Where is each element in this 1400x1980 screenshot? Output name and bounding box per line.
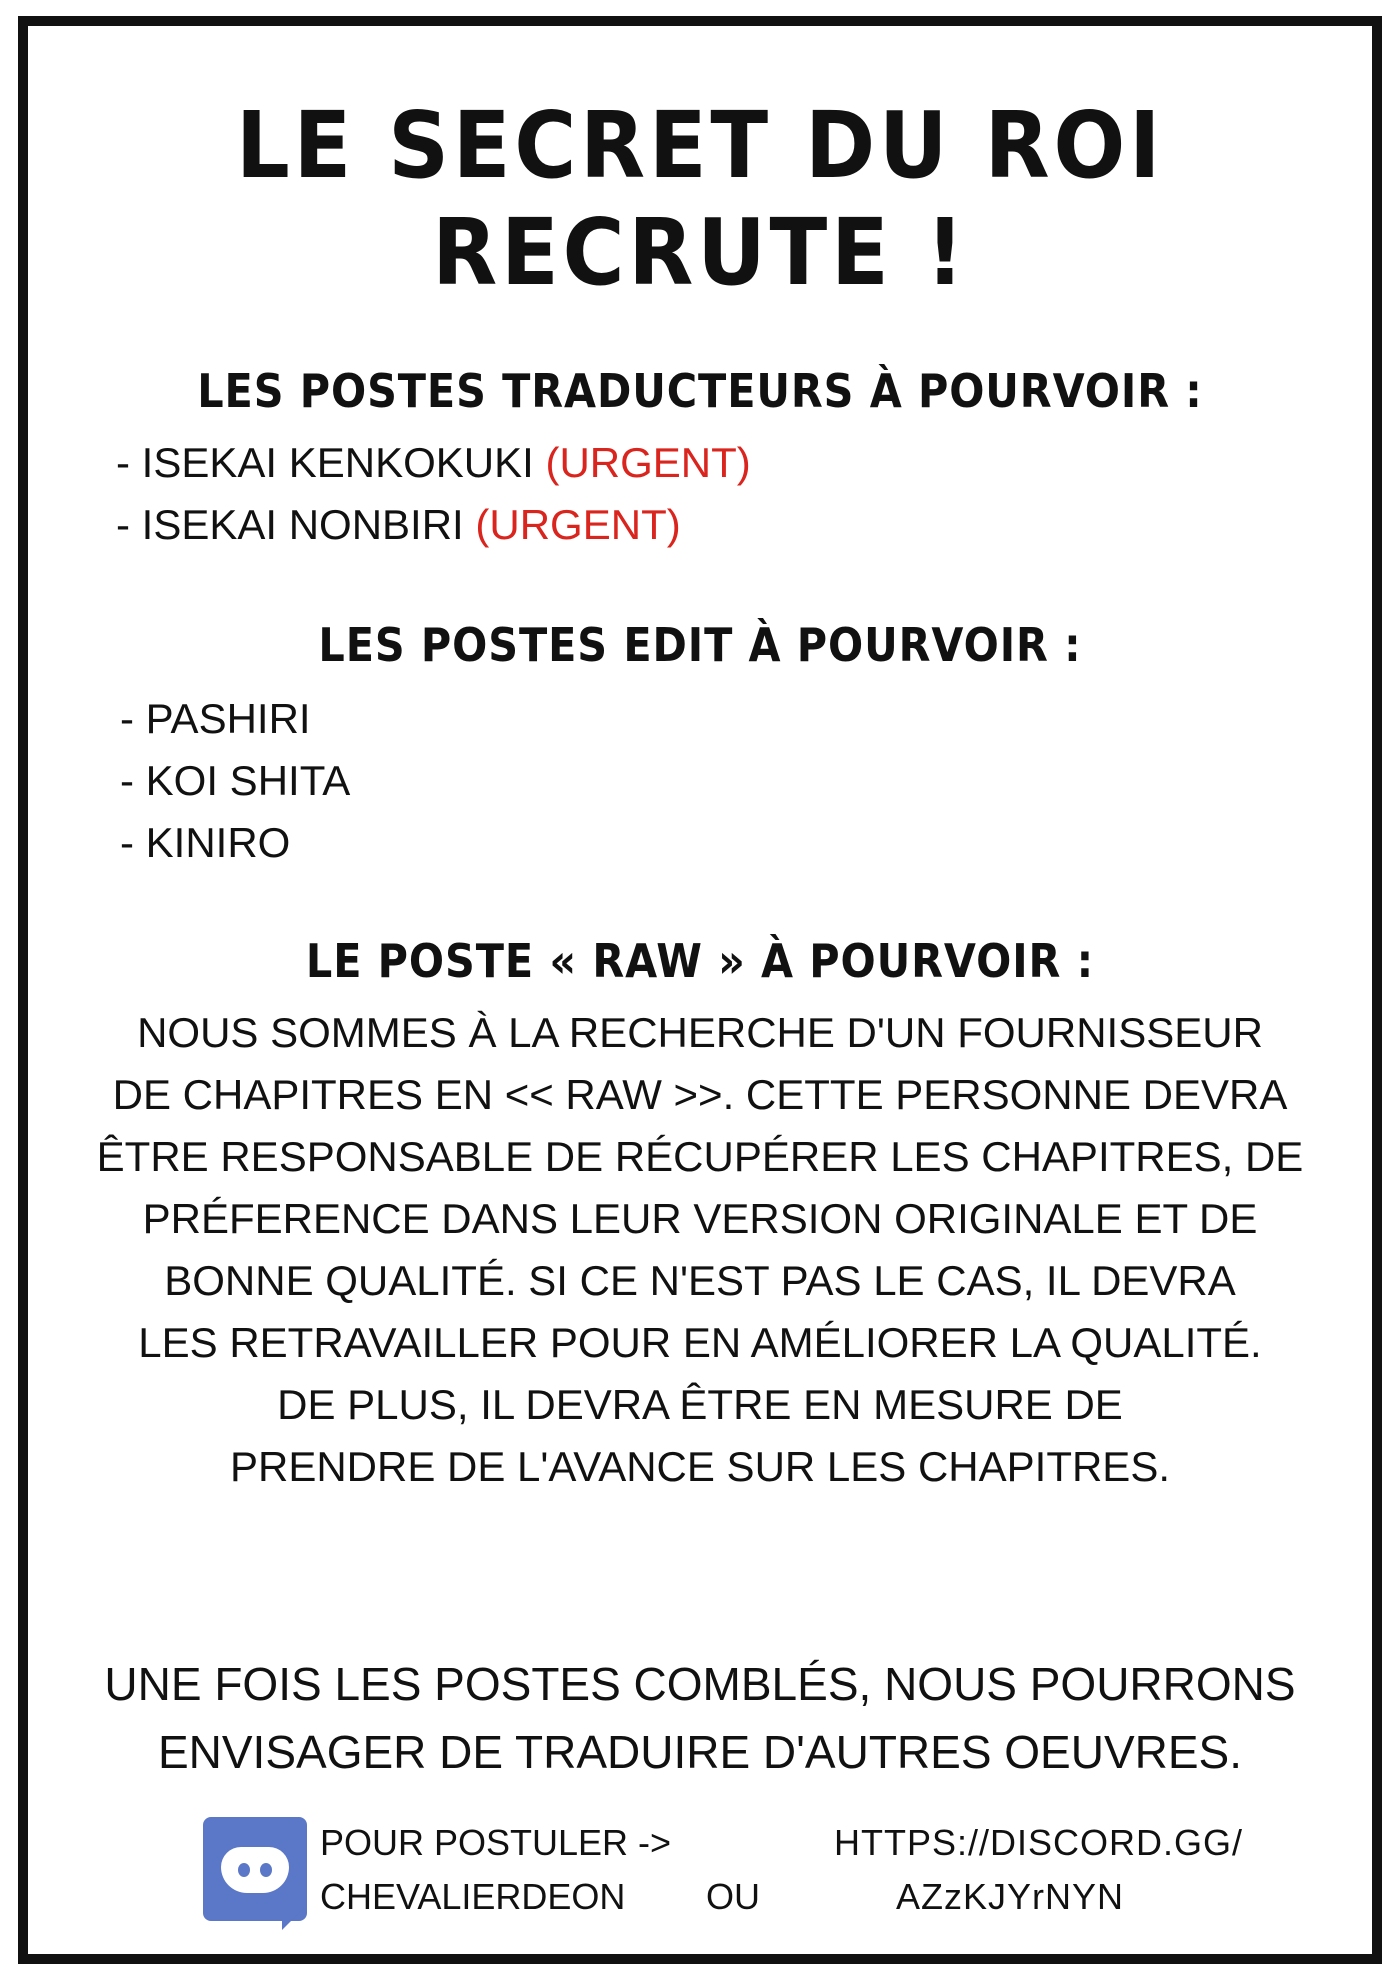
edit-list [120,688,350,874]
apply-instruction: POUR POSTULER -> [320,1822,672,1863]
list-item: - KOI SHITA [120,757,351,804]
list-item: - PASHIRI [120,695,311,742]
edit-heading: LES POSTES EDIT À POURVOIR : [318,618,1082,672]
closing-line: UNE FOIS LES POSTES COMBLÉS, NOUS POURRONS [104,1658,1296,1710]
raw-heading: LE POSTE « RAW » À POURVOIR : [305,934,1095,988]
translator-item-label: - ISEKAI KENKOKUKI [116,439,534,486]
translator-item-label: - ISEKAI NONBIRI [116,501,464,548]
translators-list [116,432,751,556]
urgent-badge: (URGENT) [475,501,681,548]
translators-heading: LES POSTES TRADUCTEURS À POURVOIR : [197,364,1203,418]
raw-line: LES RETRAVAILLER POUR EN AMÉLIORER LA QUALITÉ. [138,1319,1262,1366]
raw-line: BONNE QUALITÉ. SI CE N'EST PAS LE CAS, IL DEVRA [164,1257,1236,1304]
raw-line: ÊTRE RESPONSABLE DE RÉCUPÉRER LES CHAPITRES, DE [96,1133,1304,1180]
raw-line: PRÉFERENCE DANS LEUR VERSION ORIGINALE ET DE [142,1195,1258,1242]
raw-line: DE PLUS, IL DEVRA ÊTRE EN MESURE DE [277,1381,1123,1428]
raw-line: DE CHAPITRES EN << RAW >>. CETTE PERSONNE DEVRA [112,1071,1288,1118]
discord-username[interactable]: CHEVALIERDEON [320,1876,626,1917]
raw-line: PRENDRE DE L'AVANCE SUR LES CHAPITRES. [229,1443,1171,1490]
list-item [116,432,751,494]
list-item [116,494,751,556]
raw-line: NOUS SOMMES À LA RECHERCHE D'UN FOURNISSEUR [137,1009,1263,1056]
list-item: - KINIRO [120,819,291,866]
closing-text [0,1650,1400,1786]
closing-line: ENVISAGER DE TRADUIRE D'AUTRES OEUVRES. [157,1726,1243,1778]
discord-invite-link[interactable]: HTTPS://DISCORD.GG/ [834,1822,1244,1863]
raw-description [0,1002,1400,1498]
discord-invite-code[interactable]: AZzKJYrNYN [896,1876,1125,1917]
urgent-badge: (URGENT) [545,439,751,486]
or-separator: OU [706,1876,760,1917]
page-title: LE SECRET DU ROI RECRUTE ! [235,92,1165,306]
